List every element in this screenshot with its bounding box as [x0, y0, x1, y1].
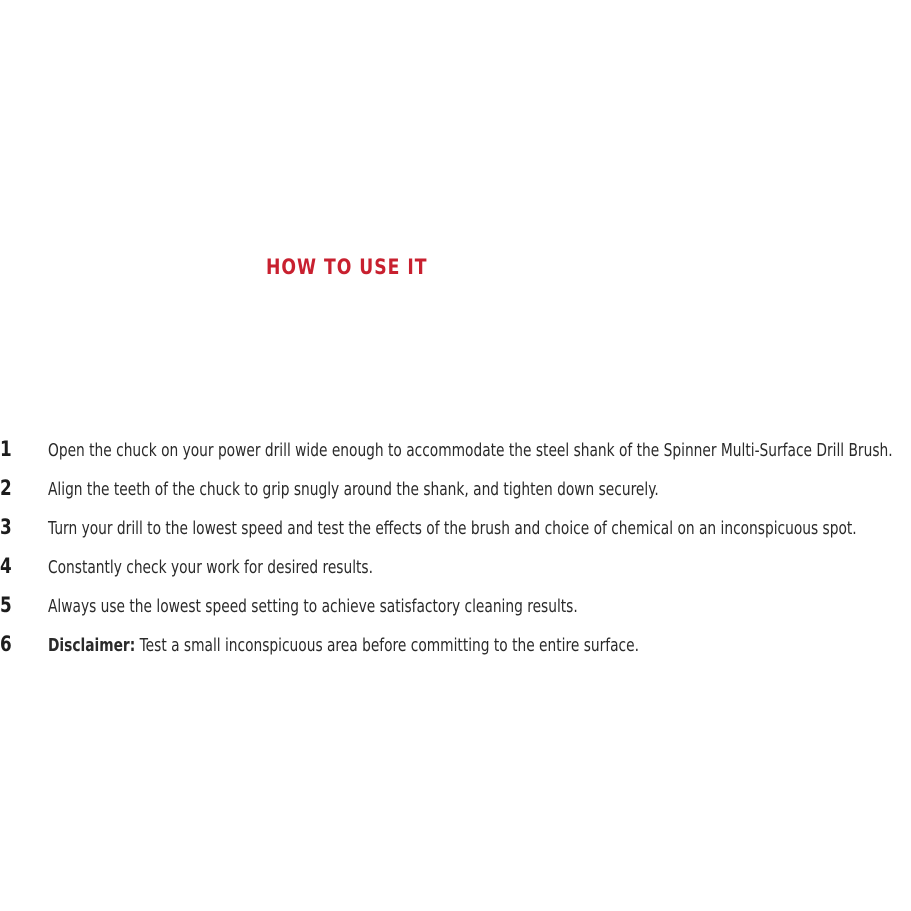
step-description: Turn your drill to the lowest speed and test the effects of the brush and choice of chemical on an inconspicuous spot.	[48, 518, 857, 539]
step-number: 1	[0, 437, 12, 461]
step-description: Align the teeth of the chuck to grip snugly around the shank, and tighten down securely.	[48, 479, 659, 500]
step-text	[48, 473, 659, 507]
disclaimer-label: Disclaimer:	[48, 635, 136, 656]
step-number: 6	[0, 632, 12, 656]
instruction-steps	[0, 432, 911, 666]
step-item-2	[0, 471, 911, 510]
step-number: 5	[0, 593, 12, 617]
step-item-6	[0, 627, 911, 666]
step-number: 3	[0, 515, 12, 539]
step-text	[48, 551, 373, 585]
step-item-3	[0, 510, 911, 549]
step-item-4	[0, 549, 911, 588]
section-heading: HOW TO USE IT	[266, 255, 428, 279]
step-description: Constantly check your work for desired results.	[48, 557, 373, 578]
step-description: Always use the lowest speed setting to achieve satisfactory cleaning results.	[48, 596, 578, 617]
step-description: Open the chuck on your power drill wide enough to accommodate the steel shank of the Spinner Multi-Surface Drill Brush.	[48, 440, 893, 461]
step-description: Test a small inconspicuous area before committing to the entire surface.	[135, 635, 639, 656]
step-text	[48, 629, 639, 663]
step-text	[48, 434, 893, 468]
step-number: 2	[0, 476, 12, 500]
step-text	[48, 512, 857, 546]
step-text	[48, 590, 578, 624]
step-item-1	[0, 432, 911, 471]
step-number: 4	[0, 554, 12, 578]
step-item-5	[0, 588, 911, 627]
